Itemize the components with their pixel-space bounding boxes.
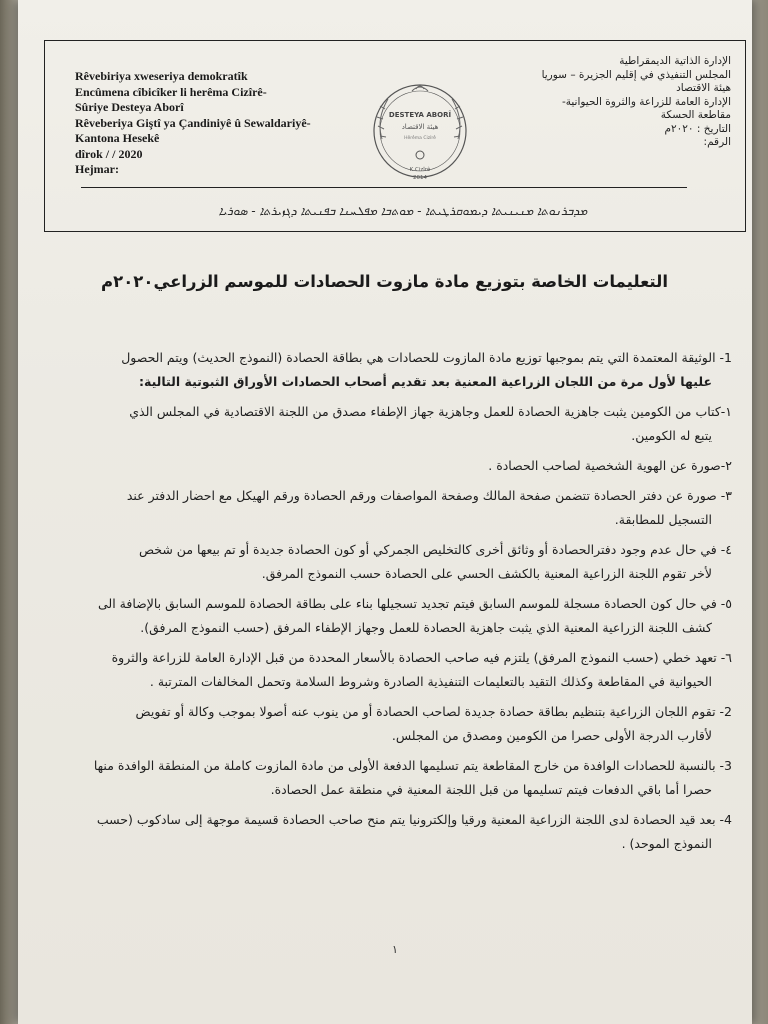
logo-badge: K.Cizîrê [409,167,431,173]
paragraph [58,346,732,394]
paragraph-line: 1- الوثيقة المعتمدة التي يتم بموجبها توزيع مادة المازوت للحصادات هي بطاقة الحصادة (النموذج الحديث) ويتم الحصول [121,350,732,365]
arabic-letterhead [511,55,731,150]
header-divider [81,187,687,188]
paragraph-line: لأقارب الدرجة الأولى حصرا من الكومين ومصدق من المجلس. [391,728,712,743]
paragraph [58,400,732,448]
paragraph-line: 2- تقوم اللجان الزراعية بتنظيم بطاقة حصادة جديدة لصاحب الحصادة أو من ينوب عنه أصولا بموجب وكالة أو تفويض [135,704,732,719]
letterhead [44,40,746,232]
paragraph [58,646,732,694]
kurdish-number: Hejmar: [75,162,119,176]
logo-arabic: هيئة الاقتصاد [401,123,439,131]
paragraph-line: ٢-صورة عن الهوية الشخصية لصاحب الحصادة . [488,458,732,473]
arabic-line: مقاطعة الحسكة [660,109,731,121]
paragraph-line: ٥- في حال كون الحصادة مسجلة للموسم السابق فيتم تجديد تسجيلها بناء على بطاقة الحصادة للموسم السابق بالإضافة الى [97,596,732,611]
paragraph-line: الحيوانية في المقاطعة وكذلك التقيد بالتعليمات التنفيذية الصادرة وشروط السلامة وتحمل المخالفات المترتبة . [149,674,712,689]
arabic-date: التاريخ : ٢٠٢٠م [664,122,731,135]
arabic-line: هيئة الاقتصاد [676,82,731,94]
paragraph-line: كشف اللجنة الزراعية المعنية الذي يثبت جاهزية الحصادة للعمل وجهاز الإطفاء المرفق (حسب النموذج المرفق). [140,620,712,635]
kurdish-letterhead [75,69,335,178]
arabic-line: المجلس التنفيذي في إقليم الجزيرة – سوريا [541,68,731,81]
paragraph-line: ٦- تعهد خطي (حسب النموذج المرفق) يلتزم فيه صاحب الحصادة بالأسعار المحددة من قبل الإدارة العامة للزراعة والثروة [111,650,732,665]
paragraph-line: حصرا أما باقي الدفعات فيتم تسليمها من قبل اللجنة المعنية في منطقة عمل الحصادة. [270,782,712,797]
kurdish-line: Rêvebiriya xweseriya demokratîk [75,69,248,83]
organization-logo [360,69,480,194]
kurdish-line: Encûmena cîbicîker li herêma Cizîrê- [75,84,267,99]
paragraph-line: ٣- صورة عن دفتر الحصادة تتضمن صفحة المالك وصفحة المواصفات ورقم الحصادة ورقم الهيكل مع احضار الدفتر عند [126,488,732,503]
paragraph [58,754,732,802]
logo-sub: Hêrêma Cizîrê [404,136,436,141]
paragraph-line: التسجيل للمطابقة. [614,512,712,527]
kurdish-line: Kantona Hesekê [75,131,160,145]
paragraph-line: لأخر تقوم اللجنة الزراعية المعنية بالكشف الحسي على الحصادة حسب النموذج المرفق. [261,566,712,581]
logo-year: 2014 [413,175,427,181]
paragraph [58,808,732,856]
paragraph-line: النموذج الموحد) . [621,836,712,851]
syriac-header-line: ܡܕܒܪܢܘܬܐ ܡܢܝܢܝܬܐ ܕܝܡܘܩܪܛܝܬܐ - ܡܘܬܒܐ ܡܦܠܚܢܐ ܒܦܢܝܬܐ ܕܓܙܝܪܬܐ - ܣܘܪܝܐ [218,204,588,218]
arabic-line: الإدارة العامة للزراعة والثروة الحيوانية- [561,95,731,108]
page-number: ١ [392,943,398,956]
paragraph-line: عليها لأول مرة من اللجان الزراعية المعنية بعد تقديم أصحاب الحصادات الأوراق الثبوتية التالية: [138,374,712,389]
kurdish-line: Rêveberiya Giştî ya Çandiniyê û Sewaldariyê- [75,115,311,130]
paragraph [58,592,732,640]
logo-seal-icon [360,69,480,194]
arabic-line: الإدارة الذاتية الديمقراطية [619,55,731,67]
kurdish-line: Sûriye Desteya Aborî [75,100,184,114]
arabic-number: الرقم: [703,136,731,148]
paragraph [58,700,732,748]
document-page [18,0,752,1024]
paragraph-line: يتبع له الكومين. [631,428,712,443]
paragraph-line: ٤- في حال عدم وجود دفترالحصادة أو وثائق أخرى كالتخليص الجمركي أو كون الحصادة جديدة أو تم بيعها من شخص [138,542,732,557]
paragraph [58,538,732,586]
document-title: التعليمات الخاصة بتوزيع مادة مازوت الحصادات للموسم الزراعي٢٠٢٠م [101,272,668,291]
paragraph [58,484,732,532]
paragraph-line: 4- بعد قيد الحصادة لدى اللجنة الزراعية المعنية ورقيا وإلكترونيا يتم منح صاحب الحصادة قسيمة موجهة إلى سادكوب (حسب [96,812,732,827]
logo-name: DESTEYA ABORÎ [388,111,452,119]
paragraph-line: ١-كتاب من الكومين يثبت جاهزية الحصادة للعمل وجاهزية جهاز الإطفاء مصدق من اللجنة الاقتصادية في المجلس الذي [129,404,732,419]
paragraph-line: 3- بالنسبة للحصادات الوافدة من خارج المقاطعة يتم تسليمها الدفعة الأولى من مادة المازوت كاملة من المنطقة الوافدة منها [93,758,732,773]
document-body [58,346,732,856]
paragraph [58,454,732,478]
kurdish-date: dîrok / / 2020 [75,146,143,161]
